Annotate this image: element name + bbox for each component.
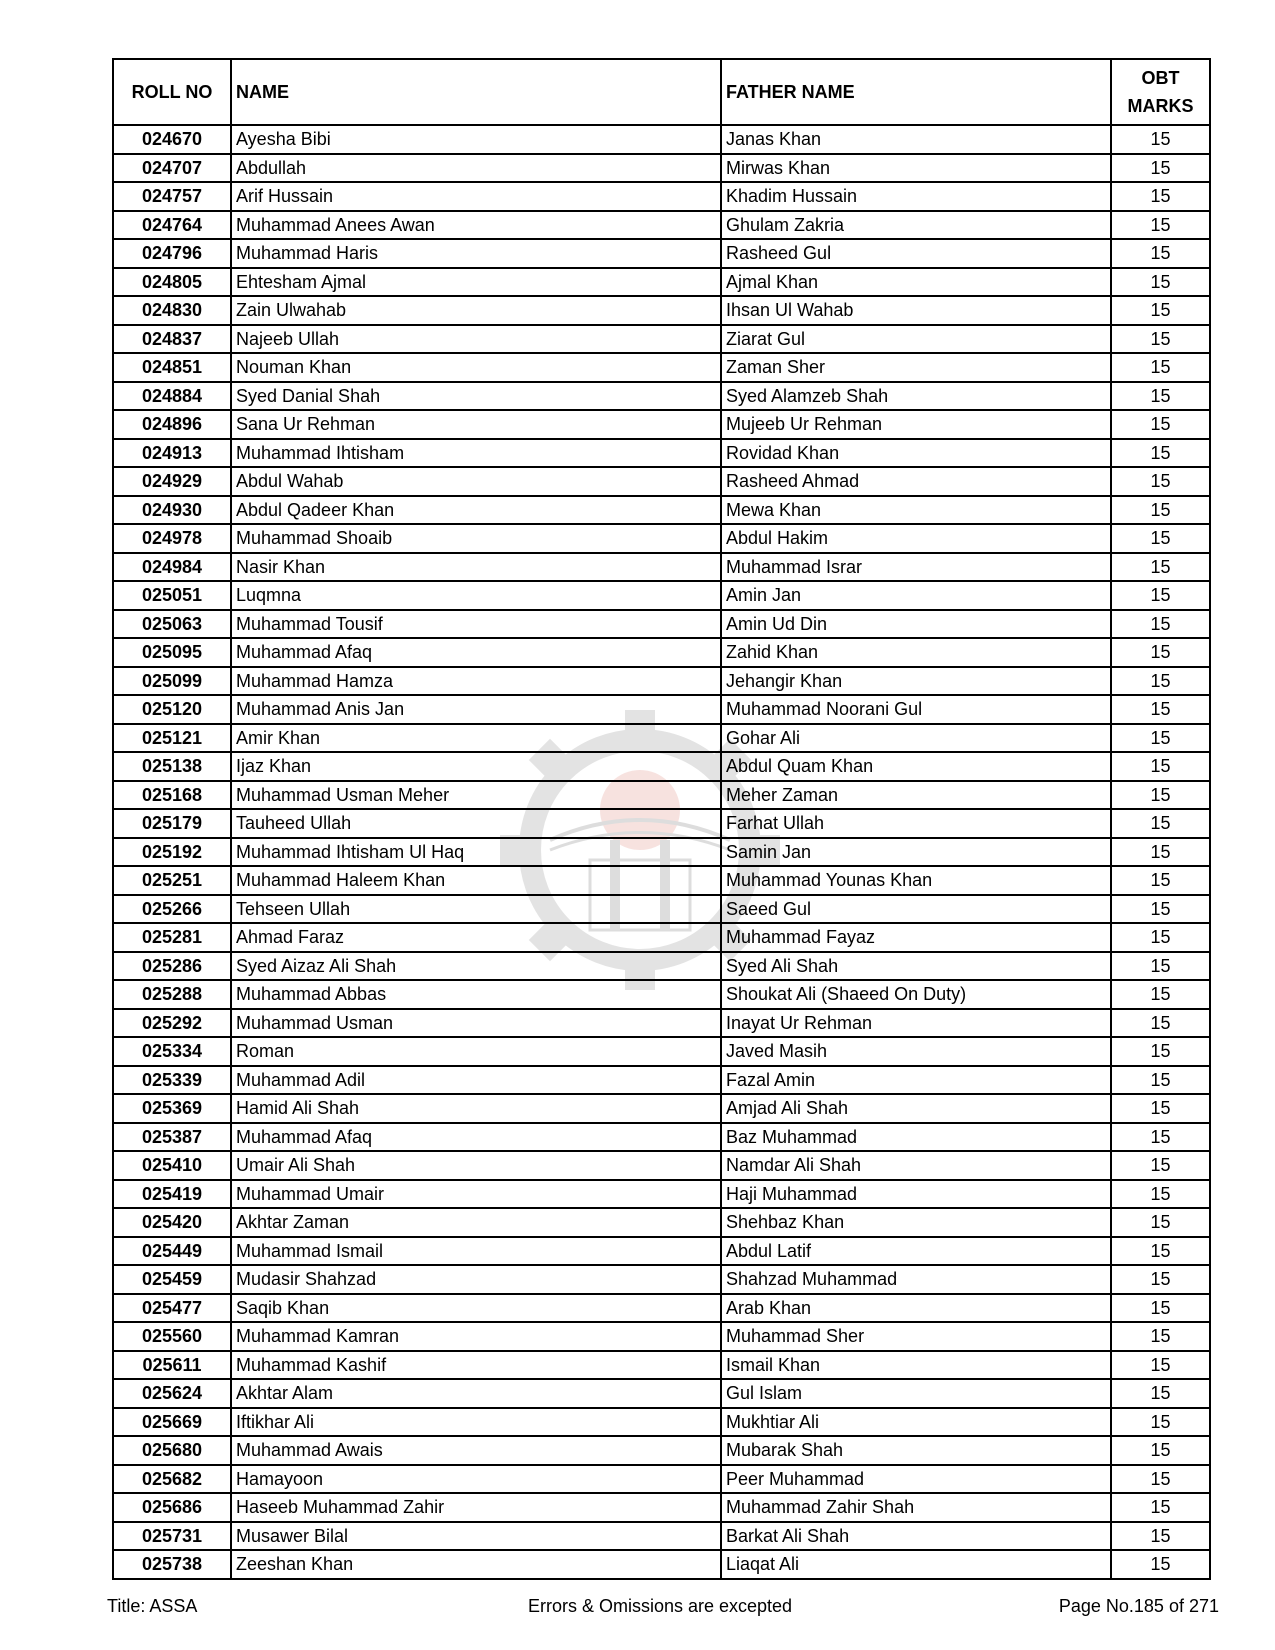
name-cell: Muhammad Usman: [231, 1009, 721, 1038]
name-cell: Muhammad Hamza: [231, 667, 721, 696]
marks-cell: 15: [1111, 581, 1210, 610]
roll-no-cell: 024851: [113, 353, 231, 382]
father-name-cell: Gul Islam: [721, 1379, 1111, 1408]
name-cell: Muhammad Anees Awan: [231, 211, 721, 240]
father-name-cell: Shoukat Ali (Shaeed On Duty): [721, 980, 1111, 1009]
roll-no-cell: 025266: [113, 895, 231, 924]
table-row: [113, 1550, 1210, 1579]
header-name: NAME: [231, 59, 721, 125]
name-cell: Najeeb Ullah: [231, 325, 721, 354]
roll-no-cell: 024837: [113, 325, 231, 354]
roll-no-cell: 025686: [113, 1493, 231, 1522]
roll-no-cell: 024707: [113, 154, 231, 183]
roll-no-cell: 024984: [113, 553, 231, 582]
marks-cell: 15: [1111, 1465, 1210, 1494]
roll-no-cell: 025680: [113, 1436, 231, 1465]
father-name-cell: Haji Muhammad: [721, 1180, 1111, 1209]
footer-title: Title: ASSA: [107, 1596, 198, 1616]
table-row: [113, 838, 1210, 867]
father-name-cell: Ihsan Ul Wahab: [721, 296, 1111, 325]
name-cell: Muhammad Kashif: [231, 1351, 721, 1380]
roll-no-cell: 025051: [113, 581, 231, 610]
father-name-cell: Ghulam Zakria: [721, 211, 1111, 240]
father-name-cell: Liaqat Ali: [721, 1550, 1111, 1579]
table-row: [113, 1322, 1210, 1351]
marks-cell: 15: [1111, 980, 1210, 1009]
marks-cell: 15: [1111, 724, 1210, 753]
father-name-cell: Javed Masih: [721, 1037, 1111, 1066]
marks-cell: 15: [1111, 923, 1210, 952]
father-name-cell: Gohar Ali: [721, 724, 1111, 753]
father-name-cell: Amin Ud Din: [721, 610, 1111, 639]
roll-no-cell: 024805: [113, 268, 231, 297]
father-name-cell: Mewa Khan: [721, 496, 1111, 525]
roll-no-cell: 025339: [113, 1066, 231, 1095]
marks-cell: 15: [1111, 439, 1210, 468]
table-row: [113, 980, 1210, 1009]
name-cell: Abdul Qadeer Khan: [231, 496, 721, 525]
roll-no-cell: 025192: [113, 838, 231, 867]
roll-no-cell: 025738: [113, 1550, 231, 1579]
father-name-cell: Mubarak Shah: [721, 1436, 1111, 1465]
results-table: [112, 58, 1211, 1580]
father-name-cell: Abdul Latif: [721, 1237, 1111, 1266]
roll-no-cell: 024884: [113, 382, 231, 411]
roll-no-cell: 025095: [113, 638, 231, 667]
marks-cell: 15: [1111, 1294, 1210, 1323]
table-row: [113, 695, 1210, 724]
name-cell: Muhammad Haris: [231, 239, 721, 268]
roll-no-cell: 025420: [113, 1208, 231, 1237]
father-name-cell: Abdul Quam Khan: [721, 752, 1111, 781]
roll-no-cell: 025099: [113, 667, 231, 696]
roll-no-cell: 024830: [113, 296, 231, 325]
roll-no-cell: 025611: [113, 1351, 231, 1380]
table-row: [113, 581, 1210, 610]
table-row: [113, 353, 1210, 382]
name-cell: Umair Ali Shah: [231, 1151, 721, 1180]
table-row: [113, 1465, 1210, 1494]
name-cell: Muhammad Kamran: [231, 1322, 721, 1351]
father-name-cell: Meher Zaman: [721, 781, 1111, 810]
name-cell: Muhammad Ihtisham Ul Haq: [231, 838, 721, 867]
table-row: [113, 610, 1210, 639]
roll-no-cell: 024913: [113, 439, 231, 468]
name-cell: Akhtar Zaman: [231, 1208, 721, 1237]
marks-cell: 15: [1111, 781, 1210, 810]
name-cell: Muhammad Ismail: [231, 1237, 721, 1266]
father-name-cell: Amjad Ali Shah: [721, 1094, 1111, 1123]
table-row: [113, 809, 1210, 838]
roll-no-cell: 024896: [113, 410, 231, 439]
father-name-cell: Zaman Sher: [721, 353, 1111, 382]
name-cell: Musawer Bilal: [231, 1522, 721, 1551]
father-name-cell: Fazal Amin: [721, 1066, 1111, 1095]
name-cell: Muhammad Awais: [231, 1436, 721, 1465]
marks-cell: 15: [1111, 695, 1210, 724]
father-name-cell: Inayat Ur Rehman: [721, 1009, 1111, 1038]
roll-no-cell: 025334: [113, 1037, 231, 1066]
name-cell: Muhammad Tousif: [231, 610, 721, 639]
father-name-cell: Abdul Hakim: [721, 524, 1111, 553]
roll-no-cell: 025179: [113, 809, 231, 838]
name-cell: Haseeb Muhammad Zahir: [231, 1493, 721, 1522]
table-row: [113, 211, 1210, 240]
roll-no-cell: 025288: [113, 980, 231, 1009]
table-row: [113, 410, 1210, 439]
name-cell: Syed Aizaz Ali Shah: [231, 952, 721, 981]
marks-cell: 15: [1111, 1180, 1210, 1209]
table-row: [113, 239, 1210, 268]
father-name-cell: Barkat Ali Shah: [721, 1522, 1111, 1551]
marks-cell: 15: [1111, 125, 1210, 154]
roll-no-cell: 025120: [113, 695, 231, 724]
name-cell: Amir Khan: [231, 724, 721, 753]
marks-cell: 15: [1111, 467, 1210, 496]
marks-cell: 15: [1111, 809, 1210, 838]
marks-cell: 15: [1111, 1066, 1210, 1095]
marks-cell: 15: [1111, 610, 1210, 639]
table-row: [113, 182, 1210, 211]
header-obt-marks-line2: MARKS: [1127, 96, 1194, 116]
table-row: [113, 154, 1210, 183]
name-cell: Muhammad Afaq: [231, 1123, 721, 1152]
name-cell: Nouman Khan: [231, 353, 721, 382]
roll-no-cell: 025121: [113, 724, 231, 753]
marks-cell: 15: [1111, 182, 1210, 211]
father-name-cell: Janas Khan: [721, 125, 1111, 154]
father-name-cell: Baz Muhammad: [721, 1123, 1111, 1152]
roll-no-cell: 025292: [113, 1009, 231, 1038]
header-obt-marks: [1111, 59, 1210, 125]
name-cell: Nasir Khan: [231, 553, 721, 582]
table-row: [113, 638, 1210, 667]
table-row: [113, 952, 1210, 981]
header-obt-marks-line1: OBT: [1141, 68, 1180, 88]
father-name-cell: Muhammad Sher: [721, 1322, 1111, 1351]
name-cell: Roman: [231, 1037, 721, 1066]
father-name-cell: Mujeeb Ur Rehman: [721, 410, 1111, 439]
marks-cell: 15: [1111, 410, 1210, 439]
name-cell: Muhammad Ihtisham: [231, 439, 721, 468]
roll-no-cell: 025387: [113, 1123, 231, 1152]
father-name-cell: Muhammad Fayaz: [721, 923, 1111, 952]
roll-no-cell: 024930: [113, 496, 231, 525]
father-name-cell: Muhammad Zahir Shah: [721, 1493, 1111, 1522]
name-cell: Syed Danial Shah: [231, 382, 721, 411]
roll-no-cell: 025063: [113, 610, 231, 639]
roll-no-cell: 025669: [113, 1408, 231, 1437]
roll-no-cell: 024757: [113, 182, 231, 211]
father-name-cell: Rasheed Gul: [721, 239, 1111, 268]
table-row: [113, 752, 1210, 781]
marks-cell: 15: [1111, 553, 1210, 582]
father-name-cell: Peer Muhammad: [721, 1465, 1111, 1494]
table-row: [113, 1379, 1210, 1408]
marks-cell: 15: [1111, 952, 1210, 981]
header-row: [113, 59, 1210, 125]
roll-no-cell: 025624: [113, 1379, 231, 1408]
name-cell: Muhammad Umair: [231, 1180, 721, 1209]
marks-cell: 15: [1111, 1094, 1210, 1123]
table-row: [113, 1408, 1210, 1437]
roll-no-cell: 024764: [113, 211, 231, 240]
father-name-cell: Syed Ali Shah: [721, 952, 1111, 981]
marks-cell: 15: [1111, 1037, 1210, 1066]
table-row: [113, 467, 1210, 496]
table-row: [113, 125, 1210, 154]
marks-cell: 15: [1111, 1237, 1210, 1266]
name-cell: Iftikhar Ali: [231, 1408, 721, 1437]
marks-cell: 15: [1111, 1351, 1210, 1380]
marks-cell: 15: [1111, 866, 1210, 895]
table-row: [113, 1066, 1210, 1095]
roll-no-cell: 025168: [113, 781, 231, 810]
marks-cell: 15: [1111, 838, 1210, 867]
table-row: [113, 1094, 1210, 1123]
father-name-cell: Shehbaz Khan: [721, 1208, 1111, 1237]
father-name-cell: Ajmal Khan: [721, 268, 1111, 297]
marks-cell: 15: [1111, 1265, 1210, 1294]
results-table-body: [113, 125, 1210, 1579]
father-name-cell: Samin Jan: [721, 838, 1111, 867]
marks-cell: 15: [1111, 667, 1210, 696]
father-name-cell: Ismail Khan: [721, 1351, 1111, 1380]
table-row: [113, 1037, 1210, 1066]
roll-no-cell: 024978: [113, 524, 231, 553]
roll-no-cell: 025477: [113, 1294, 231, 1323]
name-cell: Hamid Ali Shah: [231, 1094, 721, 1123]
name-cell: Muhammad Anis Jan: [231, 695, 721, 724]
name-cell: Luqmna: [231, 581, 721, 610]
table-row: [113, 524, 1210, 553]
roll-no-cell: 025369: [113, 1094, 231, 1123]
table-row: [113, 923, 1210, 952]
roll-no-cell: 025251: [113, 866, 231, 895]
marks-cell: 15: [1111, 325, 1210, 354]
marks-cell: 15: [1111, 1436, 1210, 1465]
marks-cell: 15: [1111, 1493, 1210, 1522]
marks-cell: 15: [1111, 1322, 1210, 1351]
roll-no-cell: 024796: [113, 239, 231, 268]
name-cell: Saqib Khan: [231, 1294, 721, 1323]
table-row: [113, 1237, 1210, 1266]
marks-cell: 15: [1111, 524, 1210, 553]
marks-cell: 15: [1111, 1208, 1210, 1237]
marks-cell: 15: [1111, 496, 1210, 525]
table-row: [113, 268, 1210, 297]
name-cell: Muhammad Abbas: [231, 980, 721, 1009]
roll-no-cell: 025286: [113, 952, 231, 981]
table-row: [113, 296, 1210, 325]
marks-cell: 15: [1111, 895, 1210, 924]
table-row: [113, 1265, 1210, 1294]
father-name-cell: Muhammad Noorani Gul: [721, 695, 1111, 724]
name-cell: Muhammad Haleem Khan: [231, 866, 721, 895]
table-row: [113, 1351, 1210, 1380]
father-name-cell: Arab Khan: [721, 1294, 1111, 1323]
name-cell: Ehtesham Ajmal: [231, 268, 721, 297]
roll-no-cell: 025449: [113, 1237, 231, 1266]
marks-cell: 15: [1111, 752, 1210, 781]
father-name-cell: Zahid Khan: [721, 638, 1111, 667]
father-name-cell: Mirwas Khan: [721, 154, 1111, 183]
table-row: [113, 1493, 1210, 1522]
footer-page-number: Page No.185 of 271: [1058, 1596, 1219, 1616]
father-name-cell: Muhammad Younas Khan: [721, 866, 1111, 895]
table-row: [113, 553, 1210, 582]
marks-cell: 15: [1111, 1009, 1210, 1038]
name-cell: Ahmad Faraz: [231, 923, 721, 952]
name-cell: Ijaz Khan: [231, 752, 721, 781]
name-cell: Muhammad Adil: [231, 1066, 721, 1095]
roll-no-cell: 025138: [113, 752, 231, 781]
table-row: [113, 439, 1210, 468]
table-row: [113, 1436, 1210, 1465]
marks-cell: 15: [1111, 382, 1210, 411]
table-row: [113, 667, 1210, 696]
marks-cell: 15: [1111, 296, 1210, 325]
name-cell: Sana Ur Rehman: [231, 410, 721, 439]
father-name-cell: Rovidad Khan: [721, 439, 1111, 468]
name-cell: Ayesha Bibi: [231, 125, 721, 154]
marks-cell: 15: [1111, 1408, 1210, 1437]
marks-cell: 15: [1111, 154, 1210, 183]
roll-no-cell: 025410: [113, 1151, 231, 1180]
table-row: [113, 781, 1210, 810]
roll-no-cell: 025281: [113, 923, 231, 952]
table-row: [113, 496, 1210, 525]
marks-cell: 15: [1111, 1123, 1210, 1152]
name-cell: Muhammad Afaq: [231, 638, 721, 667]
father-name-cell: Shahzad Muhammad: [721, 1265, 1111, 1294]
roll-no-cell: 025419: [113, 1180, 231, 1209]
father-name-cell: Muhammad Israr: [721, 553, 1111, 582]
roll-no-cell: 024670: [113, 125, 231, 154]
header-roll-no: ROLL NO: [113, 59, 231, 125]
table-row: [113, 1522, 1210, 1551]
table-row: [113, 325, 1210, 354]
father-name-cell: Khadim Hussain: [721, 182, 1111, 211]
marks-cell: 15: [1111, 638, 1210, 667]
table-row: [113, 1208, 1210, 1237]
marks-cell: 15: [1111, 268, 1210, 297]
name-cell: Tehseen Ullah: [231, 895, 721, 924]
father-name-cell: Namdar Ali Shah: [721, 1151, 1111, 1180]
table-row: [113, 382, 1210, 411]
father-name-cell: Jehangir Khan: [721, 667, 1111, 696]
father-name-cell: Ziarat Gul: [721, 325, 1111, 354]
roll-no-cell: 024929: [113, 467, 231, 496]
father-name-cell: Amin Jan: [721, 581, 1111, 610]
name-cell: Muhammad Shoaib: [231, 524, 721, 553]
father-name-cell: Farhat Ullah: [721, 809, 1111, 838]
father-name-cell: Rasheed Ahmad: [721, 467, 1111, 496]
father-name-cell: Syed Alamzeb Shah: [721, 382, 1111, 411]
father-name-cell: Saeed Gul: [721, 895, 1111, 924]
table-row: [113, 724, 1210, 753]
marks-cell: 15: [1111, 1522, 1210, 1551]
table-row: [113, 895, 1210, 924]
roll-no-cell: 025459: [113, 1265, 231, 1294]
table-row: [113, 1123, 1210, 1152]
table-row: [113, 1009, 1210, 1038]
table-row: [113, 1180, 1210, 1209]
name-cell: Zain Ulwahab: [231, 296, 721, 325]
name-cell: Abdullah: [231, 154, 721, 183]
marks-cell: 15: [1111, 211, 1210, 240]
name-cell: Arif Hussain: [231, 182, 721, 211]
name-cell: Abdul Wahab: [231, 467, 721, 496]
table-row: [113, 1294, 1210, 1323]
name-cell: Akhtar Alam: [231, 1379, 721, 1408]
marks-cell: 15: [1111, 239, 1210, 268]
footer-disclaimer: Errors & Omissions are excepted: [527, 1596, 793, 1616]
name-cell: Zeeshan Khan: [231, 1550, 721, 1579]
roll-no-cell: 025682: [113, 1465, 231, 1494]
roll-no-cell: 025560: [113, 1322, 231, 1351]
father-name-cell: Mukhtiar Ali: [721, 1408, 1111, 1437]
marks-cell: 15: [1111, 1151, 1210, 1180]
table-row: [113, 866, 1210, 895]
name-cell: Muhammad Usman Meher: [231, 781, 721, 810]
table-row: [113, 1151, 1210, 1180]
header-father-name: FATHER NAME: [721, 59, 1111, 125]
marks-cell: 15: [1111, 1550, 1210, 1579]
roll-no-cell: 025731: [113, 1522, 231, 1551]
marks-cell: 15: [1111, 1379, 1210, 1408]
name-cell: Hamayoon: [231, 1465, 721, 1494]
name-cell: Mudasir Shahzad: [231, 1265, 721, 1294]
name-cell: Tauheed Ullah: [231, 809, 721, 838]
marks-cell: 15: [1111, 353, 1210, 382]
